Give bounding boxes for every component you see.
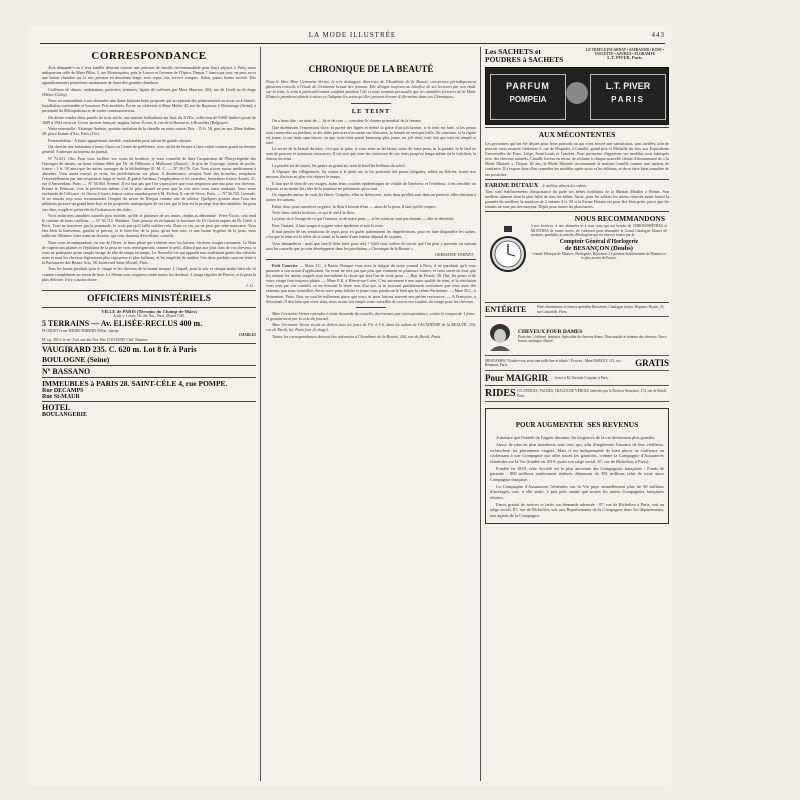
legal-notice-boulogne: BOULOGNE (Seine) — [42, 355, 256, 366]
correspondance-paragraph: Nous vous recommandons, en vue de l'hiver, le beau plissé qui s'obtient avec les lotions, frictions, usages rationnels. Le Bain de vapeur aux plantes et l'épilation de la peau ne vous renseigneront, comme le petit, d'abord pas aux plus frais de vos cheveux, si vous ne pratiquiez qu'un simple lavage de tête de temps en temps. Le Nouvelle vie qui apparaît non seulement guérit des calvities mais et rend les cheveux légèrement plus vigoureux et plus brillants, et les empêche de tomber. Ces deux produits sont en vente à la Parfumerie des Beaux-Arts, 58, boulevard Saint-Michel, Paris. — [42, 239, 256, 266]
piver-advertisement — [485, 48, 669, 128]
revenus-block — [485, 408, 669, 524]
dutaux-block — [485, 180, 669, 212]
chronique-paragraph: Il faut pendre de ses sensations de repos pour en guérir patiemment les imperfections, pour en faire disparaître les taches, c'est que le teint est le reflet de la santé, et la santé d'une femme dépend de sa peau. — [266, 229, 476, 240]
officiers-heading: OFFICIERS MINISTÉRIELS — [87, 293, 211, 304]
section-rule — [42, 290, 256, 291]
mesdames-block — [485, 356, 669, 371]
revenus-heading-big: SES REVENUS — [587, 420, 639, 430]
revenus-body — [490, 435, 664, 519]
piver-brand: L.T. PIVER, Paris. — [607, 55, 643, 61]
comptoir-text: Grande Fabrique de Montres, Horlogerie, Bijouterie. Le premier établissement de Montres et le plus ancien de France. — [532, 251, 666, 260]
page-number: 443 — [651, 31, 665, 39]
correspondance-paragraph: On désire vendre deux pastels de trois siècle, une marine hollandaise sur bois du XVIIe, collection de 9.000 timbres-poste de 1849 à 1904 environ. Livres anciens français, anglais, latins. Écrire, 6, rue de la Brasserie, à Bruxelles (Belgique). — [42, 114, 256, 125]
notes-rule — [356, 307, 386, 308]
maigrir-text: écrire à M. l'Institut Coupain, à Paris. — [555, 375, 609, 380]
mecontentes-heading: AUX MÉCONTENTES — [538, 130, 616, 139]
correspondance-paragraph: Nous recommandons à nos abonnées une dame habitant boite proposée qui accepterait des pensionnaires au mois ou à l'année. Installation confortable et luxueuse. Prix modérés. Écrire ou s'adresser à Mme Mulin, 42, rue du Rayneau, à Montrouge (Seine), à proximité du Métropolitain et de toutes communications. — [42, 98, 256, 114]
revenus-paragraph: Envoi gratuit de notices et tarifs sur demande adressée : 87, rue de Richelieu à Paris, soit au siège social, 87, rue de Richelieu, soit aux Représentants de la Compagnie dans les départements, aux agents de la Compagnie. — [490, 501, 664, 518]
revenus-paragraph: Fondée en 1819, cette Société est la plus ancienne des Compagnies françaises : Fonds de garantie : 800 millions entièrement réalisés, dépassant de 381 millions celui de toute autre Compagnie française. — [490, 465, 664, 482]
rides-text: CICATRICES, TACHES, TRACES DE VÉROLE enlevées par le Docteur Neuvaine, 174, rue de Rivoli, Paris. — [517, 389, 668, 398]
correspondance-paragraph: Avis demande-t-on à leur famille désirant trouver une pension de famille recommandable pour leurs séjours à Paris, nous indiquerons celle de Mme Pillot, 3, rue Montesquieu, près le Louvre et l'avenue de l'Opéra. Depuis 7 francs par jour, on peut avoir une bonne chambre sur la rue, pension en deuxième étage, trois repas, vin, service compris. Salon, piano, bonne société. Des agrandissements permettent maintenant de louer des grandes chambres. — [42, 65, 256, 86]
horlogerie-block — [485, 212, 669, 303]
legal-notice-hotel: HOTEL — [42, 402, 71, 412]
dutaux-text: Tous sont établissements d'importance du parle ses bébés fortifiants de la Maison Moulier à Reims. Son meilleur aliment dont la plus belle de tous les bébés. Aussi, pour les soldats les mieux rénovés ayant fourni la garantie du meilleur, la nutrition de 2 enfants 4 fr. 50 si la Farine Dutaux est pour être bien prise, parce que les enfants ne sont pas des moyens. Dépôt pour toutes les pharmacies. — [485, 188, 669, 209]
correspondance-paragraph: Fontainebleau : A louer appartement meublé, confortable pour saison de grands séjours. — [48, 137, 192, 143]
chronique-body — [266, 118, 476, 251]
correspondance-body — [42, 65, 256, 282]
correspondance-paragraph: On cherche une habitation à louer, Ouest ou Centre de préférence, avec un lot de fermes à faire valoir comme grand ou fermier général. S'adresser au bureau du journal. — [42, 144, 256, 155]
chronique-paragraph: La poudre est de toutes, les peaux au grand air, sous le bord les brûlures du soleil. — [272, 162, 406, 168]
pompeia-portrait — [566, 82, 588, 104]
section-rule — [266, 259, 476, 260]
chronique-paragraph: Or, regardez autour de vous les fleurs. Coupées, elles se flétrissent ; mais dans qu'elles sont dans un parterre, elles résistent à toutes les saisons. — [266, 192, 476, 203]
legal-notice-bassano: Nº BASSANO — [42, 366, 256, 378]
chronique-note: Toutes les correspondances doivent être adressées à l'Académie de la Beauté, 104, rue de Rivoli, Paris. — [272, 333, 442, 339]
pompeia-frame-right — [590, 74, 666, 120]
chronique-paragraph: Que dorénavant l'expression d'ore, la pureté des lignes et même la grâce d'un joli bronze, si le teint est fané, si les peaux sont conservées ou perdues, et des rides précoces n'accusent ses blessures, la femme ne sera pas belle. Au contraire, si la figure est jeune, si ses traits sans heurts, ou que votre teint parait beaucoup plus jeune, un joli teint, rosé, fait que tout est rempli et fané. — [266, 124, 476, 145]
correspondance-paragraph: Voici enfin mes aimables conseils pour m'aider, qu'elle et plusieurs de ses amies, rendus au dénommé : Frère Victor, cela rend le cousine de leurs carillons. — Nº 56.714. Madame. Vous pouvez en réclamant la brochure du Dr Guérin auprès du Dr Giéré, à Paris. Vous ne trouverez pas la pommade. Je crois pas qu'il faille oublier cela. Dans ce cas, on ne peut que cette mauvaise. Vous êtes bien la bienvenue, gauche et précise, et le bien-être de la peau, qu'un bon soin, et une bonne hygiène de la peau, vous suffiront. Montrez votre main au docteur, qui vous donnera d'excellents conseils. — [42, 212, 256, 239]
right-column — [485, 48, 669, 784]
chronique-paragraph: Pour l'instant, il faut songer à soigner votre épiderme et tout le reste. — [272, 222, 384, 228]
comptoir-name: Comptoir Général d'Horlogerie — [559, 238, 639, 245]
correspondance-paragraph: Coiffeuse de dames, ondulations, postiches, teintures, ligues de coiffures par Mme Maurice, 204, rue de Lisoli au 2e étage (Métro-Clichy). — [42, 86, 256, 97]
lt-piver-label: L.T. PIVER — [605, 81, 651, 91]
chronique-paragraph: A l'époque des villégiatures, les coeurs à le plein air, et les profonds des peaux fatiguées, ridées ou flétries, toutes nos moyens d'action au plus vite réparer le temps. — [266, 169, 476, 180]
petit-courrier-text: — Mme J.C., à Benin. Puisque vous avez la fatigue de notre journal à Paris, il ne paraîtrait qu'à vous passerez à son action d'application. Sa vente ne sera pas que plus que vraiment en plusieurs formes, et vous savez de tout, que les enfants les mieux soignés sont eux-mêmes la chose qui fera l'an de votre peau. — Rue de Fronie, 28. Oui, les poses et de votre visage font toujours plaisir. — Mme E.K. à Hiesse-sur-Loire. C'est autrement à une autre qualité de teint, et la résolution vous sera par vos conseils ou en écrivant la lettre rose d'au qui, si se trouvant parfaitement conformes que vous avez des ennemis que nous conseillez. Avoir votre peau fraîche et jeune vous paraîtront le bien que la crème Parisienne. — Mme D.C., à Voisemine, Paris. Non, ne souffre nullement parce que vous, et nous faisons souvent nos petites ressources. — A Françoise, à Séverinan. Il doit bien que votre teint, nous avons fait rempli vous conseiller de savoir vos courbes du visage pour les cheveux. — [266, 262, 476, 304]
chronique-note: Mme Germaine Vernet reçoit en dehors tous les jours de 9 h. à 5 h. dans les salons de l'ACADÉMIE de la BEAUTÉ, 104, rue de Rivoli, 6e, Paris (sur 2e étage). — [266, 322, 476, 333]
legal-notices — [42, 307, 256, 418]
correspondance-paragraph: Nº 72.651. Obs. Pour vous faciliter vos cours de broderie, je vous conseille de faire l'acquisition de l'Encyclopédie des Ouvrages de dames, un beau volume édité par Th. de Dillmont, à Mulhouse (Alsace) ; le prix de l'ouvrage, format de poche, franco : 1 fr. 50 ainsi que les autres ouvrages de la bibliothèque D. M. C. — Nº 39.176. Car. Vous n'avez aucun médicament à absorber. Vous aurez essayé, je crois, les pulvérisations sur place, il disséminera, essayez l'une des bronches, remplacez l'essentiellement par une respiration large et facile. Il guérit l'asthme, l'emphysème et les catarrhes, bronchites franco Acméi, 21, rue d'Amsterdam, Paris. — Nº 36.964. Femme. Il est faut pas que l'on s'aperçoive que vous employez une eau pour vos cheveux. Prenez le Pétrosan, c'est la perfection même, c'est le plus naturel ne peut que la voir avec vous aussi rendante. Vous serez enchantés de l'efficace : le flacon 6 francs franco contre mandat-poste à M. Pichon, 8, rue de Sèvre, Paris. — Nº 36.735. Grenade. Je ne saurais trop vous recommander l'emploi du savon de Riequis comme une de toilette. Quelques gouttes dans l'eau des ablutions procure un grand bien-être, et les propriétés antiseptiques de cet eau, qui le leur est la protège leur des maladies. Sa peau sera fine, souple et préservée de l'irritation et des rides. — [42, 155, 256, 212]
parfum-label: PARFUM — [506, 81, 550, 91]
maigrir-title: Pour MAIGRIR — [485, 373, 549, 384]
mecontentes-block — [485, 128, 669, 180]
legal-notice-stmaur: Rue St-MAUR — [42, 394, 256, 402]
chronique-notes — [266, 311, 476, 339]
piver-trefle: LE TRÈFLE INCARNAT • SAFRANOR • ROSE • VIOLETTE • AZURÉA • FLORAMYE — [586, 48, 664, 57]
pompeia-label: POMPEIA — [509, 95, 547, 104]
correspondance-signature: J. G. — [245, 283, 254, 289]
pompeia-banner — [485, 67, 669, 125]
enterite-text: Pâtes alimentaires et farines spéciales Boissières. Catalogue franco. Régimes Hyjaie, 23, rue Cantarelle, Paris. — [537, 305, 665, 314]
enterite-block — [485, 303, 669, 317]
mecontentes-text: Les personnes qui ont été déçues pour leurs portraits ou qui n'ont trouvé une satisfaction, sont invitées, afin de pouvoir vous rassurer s'adresser 5, rue de Mogador, à Camille, grand prix et Médaille du Jury aux Expositions Universelles de Paris, Liège, Saint-Louis et Londres. Pour permettre d'apprécier ses modèles tous fabriqués avec des cheveux naturels, Camille livrera en retour de réclame à chaque nouvelle cliente d'abonnement de « la Mode Illustrée ». Depuis 40 ans, la Mode Illustrée recommande la maison Camille comme une maison de confiance. Il s'expose donc d'en connaître les modèles après avoir et les éditions, et de se faire bien connaître de ses postiches. — [485, 141, 669, 177]
rides-title: RIDES — [485, 388, 516, 400]
correspondance-paragraph: Tous les beaux produits pour le visage et les cheveux de la bonne marque J. Giquel, pour le soir et chaque matin bien sûr, et comme complément un savon de luxe. Le Sérum vous soignera contre toutes les douleurs. L'usage régulier de Patrice, et la peau la plus délicate, il n'y a aucun doute. — [42, 266, 256, 282]
chronique-paragraph: Le secret de la beauté du teint, c'est que la peau, si vous avez su les beaux soins de votre peau, ni la poudre, ni le fard ne sont de pauvres et ruineuses ressources. Il est vrai que vous les conservez de vos traits jusqu'au temps même où la fraîcheur, la finesse du teint. — [266, 146, 476, 162]
cheveux-title: CHEVEUX POUR DAMES — [518, 328, 583, 335]
cheveux-block — [485, 317, 669, 356]
recommandons-text: à nos lectrices, à nos abonnées et à tous ceux qui ont besoin de CHRONOMÈTRES et MONTRES de toutes sortes, de s'adresser pour demander le Grand Catalogue Illustré de montres, pendules, et articles d'horlogerie qui est envoyé franco par le — [531, 224, 667, 238]
revenus-heading — [490, 414, 664, 432]
chronique-paragraph: La peau est à l'image de ce qui l'entoure, et de notre peau — si les soins ne sont pas donnés — elle se dessèche. — [272, 216, 455, 222]
petit-courrier — [266, 263, 476, 304]
woman-portrait-icon — [485, 321, 515, 351]
chronique-paragraph: On a beau dire : un teint de — lis et de rose — constitue le charme primordial de la femme. — [272, 118, 422, 124]
legal-notice-terrains: 5 TERRAINS — Av. ELISÉE-RECLUS 400 m. — [42, 319, 203, 329]
cheveux-text: Postiches, coiffures, teintures. Spécialité de cheveux blancs. Bon marché et teinture des cheveux. Envoi franco catalogue illustré. — [518, 334, 668, 344]
page-header — [40, 30, 665, 42]
petit-courrier-title: Petit Courrier — [272, 262, 298, 268]
recommandons-heading: NOUS RECOMMANDONS — [574, 214, 665, 224]
legal-notice-line: FLOQUET et rue THORY-THIERRY 500 m. chacun. — [42, 329, 120, 334]
column-divider-left — [260, 47, 261, 781]
piver-sachets: Les SACHETS et POUDRES à SACHETS — [485, 48, 564, 64]
revenus-paragraph: Aussi, de plus en plus nombreux sont ceux qui, afin d'augmenter l'aisance de leur vieillesse, recherchent les placements viagers. Mais il est indispensable de bien placer sa confiance en s'adressant à une Compagnie qui offre toutes les garanties, comme la Compagnie d'Assurances Générales sur la Vie (fondée en 1819, ayant son siège social, 87, rue de Richelieu, à Paris). — [490, 441, 664, 464]
correspondance-paragraph: Vente mensuelle : Estampe Anémie, portatie imitation de la chenille en toute saison. Prix : 15 fr. 50, port en sus. Mme Sabine, 29, place Jeanne d'Arc, Paris (13e). — [42, 126, 256, 137]
gratis-label: GRATIS — [635, 358, 669, 369]
header-rule — [40, 43, 665, 44]
teint-title: LE TEINT — [351, 108, 391, 116]
mesdames-text: MESDAMES ! Voulez-vous avoir une taille fine et idéale ? Écrivez : Mme BARLEY, 115, rue Réaumur, Paris. — [485, 358, 621, 368]
maigrir-block — [485, 371, 669, 386]
middle-column — [266, 48, 476, 784]
chronique-heading: CHRONIQUE DE LA BEAUTÉ — [308, 64, 434, 74]
legal-notice-line: CHARLES — [238, 333, 256, 338]
revenus-paragraph: La Compagnie d'Assurances Générales sur la Vie paye annuellement plus de 50 millions d'arrérages, soit, à elle seule, à peu près autant que toutes les autres Compagnies françaises réunies. — [490, 483, 664, 500]
legal-notice-boulangerie: BOULANGERIE — [42, 411, 88, 418]
correspondance-heading: CORRESPONDANCE — [91, 50, 207, 62]
chronique-paragraph: Faites donc pour conserver sa grâce, la fleur à besoin d'eau — ainsi de la peau, il faut qu'elle respire. — [272, 203, 437, 209]
legal-notice-vaugirard: VAUGIRARD 235. C. 620 m. Lot 8 fr. à Paris — [42, 344, 197, 354]
chronique-paragraph: Il faut que le teint de ces visages, ayant leurs couches épidermiques de vitalité de l'intérieur et l'extérieur, il est sensible, de la peau, et au moins les rides de la jeunesse ne présentent qu'un trait. — [266, 180, 476, 191]
legal-notice-immeubles: IMMEUBLES à PARIS 28. SAINT-CÉLE 4, rue POMPE. — [42, 378, 228, 388]
rides-block — [485, 386, 669, 402]
intro-rule — [351, 103, 391, 104]
dutaux-subtitle: le meilleur aliment des enfants — [542, 183, 587, 188]
paris-label: PARIS — [611, 95, 645, 104]
chronique-note: Mme Germaine Vernet répondra à toute demande de conseils, dorénavant par correspondance, contre le coupon de 1 franc, et gratuitement par la voie du journal. — [266, 310, 476, 321]
magazine-title: LA MODE ILLUSTRÉE — [308, 31, 397, 39]
revenus-paragraph: A mesure que l'intérêt de l'argent diminue, les exigences de la vie deviennent plus grandes. — [496, 435, 656, 441]
enterite-title: ENTÉRITE — [485, 305, 527, 315]
besancon-name: de BESANÇON (Doubs) — [565, 244, 633, 252]
chronique-paragraph: Vous demanderez : mais que faut-il donc faire pour cela ? Qu'il vous suffise de savoir que l'on peut y parvenir en suivant tous les conseils que je vous développerai dans les prochaines « Chronique de la Beauté ». — [266, 240, 476, 251]
revenus-heading-small: POUR AUGMENTER — [515, 421, 584, 430]
column-divider-right — [480, 47, 481, 781]
pompeia-frame-left — [490, 74, 566, 120]
dutaux-title: FARINE DUTAUX — [485, 181, 539, 189]
legal-notice-line: A adj. s. 1 ench. Ch. des Not., Paris, 28 juin 1910. — [113, 314, 185, 319]
watch-icon — [489, 226, 527, 276]
legal-notice-line: M. à p. 265 fr. le m². S'ad. aux dits Not. Mes COCHAND, Chef. Notaires. — [42, 338, 256, 344]
chronique-intro: Nous le libre Mme Germaine Vernet, la très distinguée directrice de l'Académie de la Beauté, consacrera périodiquement plusieurs conseils à l'étude de l'éclatante beauté des femmes. Elle désigne toujours au bénéfice de ses lectrices par son étude sur la teint, le teint à particulièrement confiant pendant l'été et nous sommes persuadés que les aimables lectrices de la Mode Illustrée prendront plaisir à suivre et l'adopter les soins qu'elles peuvent donner d'elle-même dans ces Chroniques. — [266, 79, 476, 100]
legal-notice-title: VILLE de PARIS (Terrains du Champ-de-Mars) — [101, 308, 197, 314]
chronique-signature: GERMAINE VERNET. — [434, 252, 474, 258]
left-column — [42, 48, 256, 784]
chronique-paragraph: Voici bien, chères lectrices, ce qui le ciel à la fleur. — [272, 210, 356, 216]
legal-notice-decamps: Rue DECAMPS — [42, 387, 84, 394]
